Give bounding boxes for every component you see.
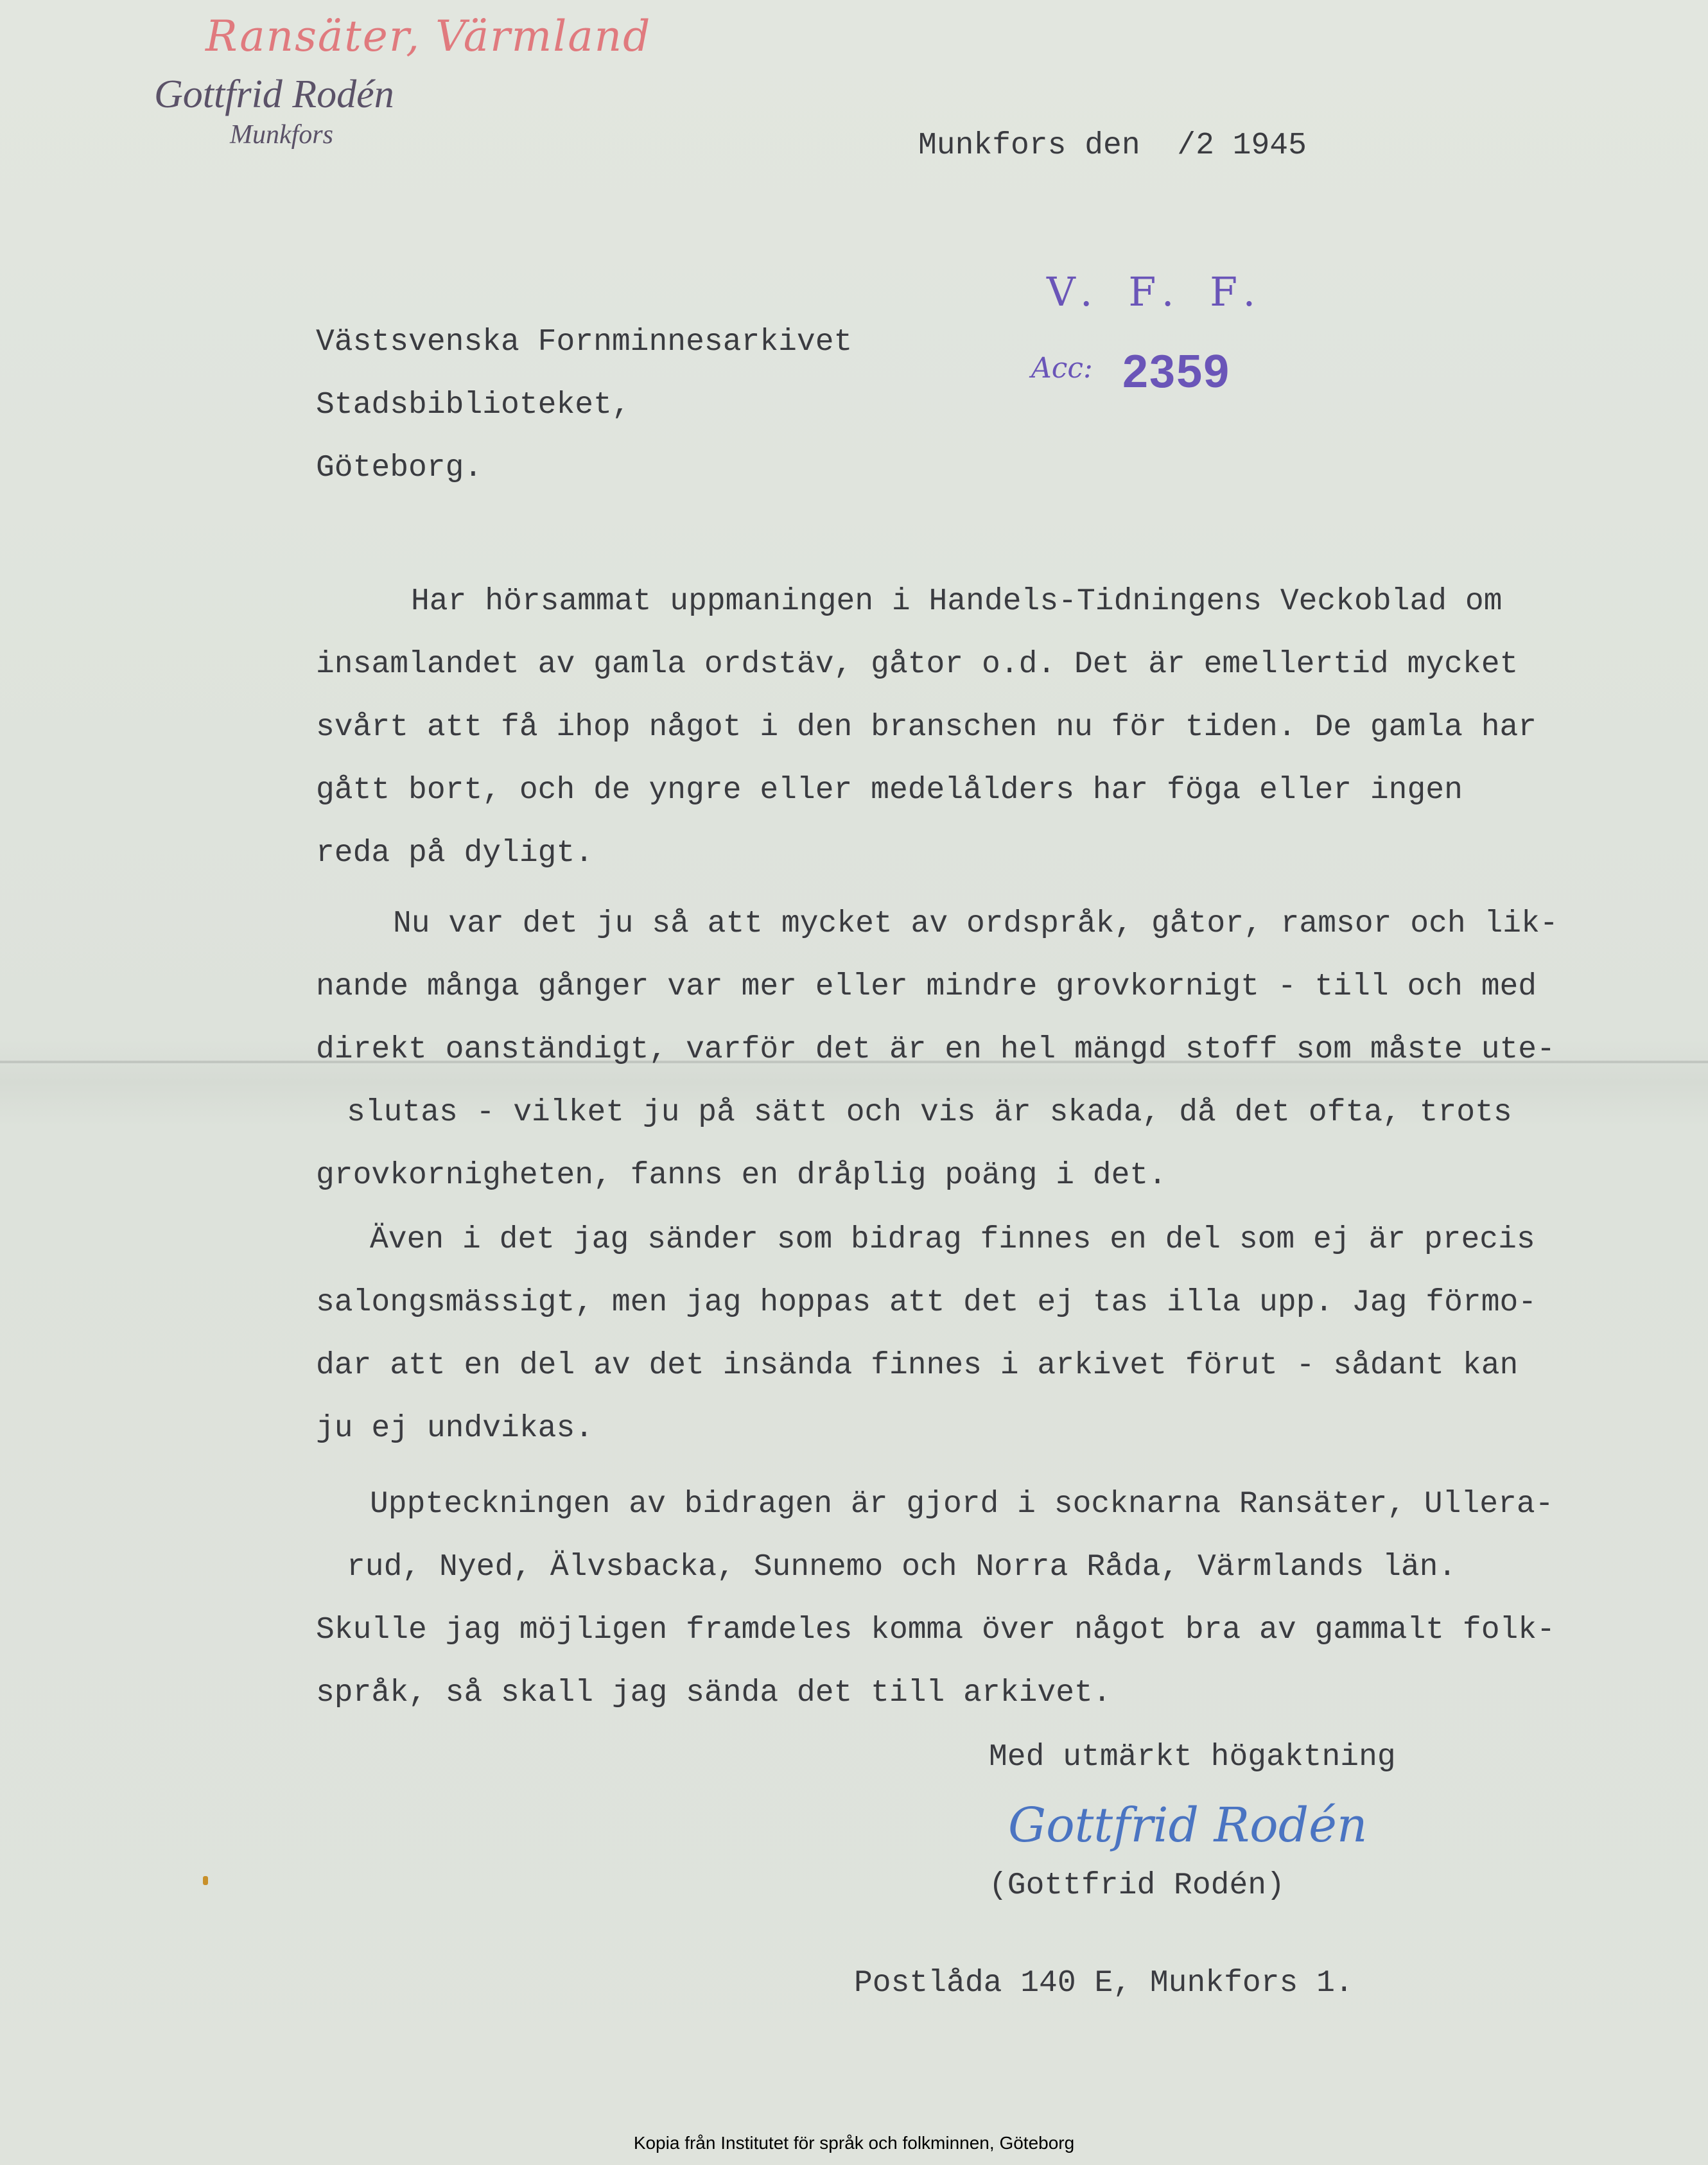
recipient-line: Göteborg. — [316, 451, 483, 485]
dateline: Munkfors den /2 1945 — [918, 128, 1307, 163]
body-line: Skulle jag möjligen framdeles komma över något bra av gammalt folk- — [316, 1613, 1555, 1648]
body-line: Har hörsammat uppmaningen i Handels-Tidningens Veckoblad om — [411, 584, 1503, 619]
archive-footer: Kopia från Institutet för språk och folkminnen, Göteborg — [633, 2133, 1075, 2153]
recipient-line: Stadsbiblioteket, — [316, 388, 631, 422]
body-line: språk, så skall jag sända det till arkivet. — [316, 1676, 1111, 1710]
body-line: rud, Nyed, Älvsbacka, Sunnemo och Norra Råda, Värmlands län. — [347, 1550, 1457, 1585]
closing: Med utmärkt högaktning — [989, 1740, 1396, 1775]
body-line: nande många gånger var mer eller mindre grovkornigt - till och med — [316, 969, 1537, 1004]
recipient-line: Västsvenska Fornminnesarkivet — [316, 325, 853, 360]
signature: Gottfrid Rodén — [1008, 1798, 1368, 1853]
body-line: direkt oanständigt, varför det är en hel mängd stoff som måste ute- — [316, 1032, 1555, 1067]
body-line: grovkornigheten, fanns en dråplig poäng i det. — [316, 1158, 1167, 1193]
letterhead-name: Gottfrid Rodén — [154, 73, 394, 116]
body-line: Uppteckningen av bidragen är gjord i socknarna Ransäter, Ullera- — [370, 1487, 1554, 1522]
body-line: Även i det jag sänder som bidrag finnes en del som ej är precis — [370, 1222, 1535, 1257]
body-line: salongsmässigt, men jag hoppas att det ej tas illa upp. Jag förmo- — [316, 1285, 1537, 1320]
body-line: ju ej undvikas. — [316, 1411, 594, 1446]
accession-number: 2359 — [1122, 346, 1231, 397]
body-line: Nu var det ju så att mycket av ordspråk, gåtor, ramsor och lik- — [393, 907, 1558, 941]
body-line: gått bort, och de yngre eller medelålders har föga eller ingen — [316, 773, 1463, 808]
body-line: slutas - vilket ju på sätt och vis är skada, då det ofta, trots — [347, 1095, 1512, 1130]
archive-stamp: V. F. F. — [1047, 268, 1268, 315]
handwritten-note: Ransäter, Värmland — [205, 12, 652, 61]
ink-spot — [203, 1876, 208, 1885]
body-line: insamlandet av gamla ordstäv, gåtor o.d. Det är emellertid mycket — [316, 647, 1519, 682]
letterhead-place: Munkfors — [230, 120, 333, 150]
accession-label: Acc: — [1031, 352, 1093, 385]
body-line: reda på dyligt. — [316, 836, 594, 871]
typed-name: (Gottfrid Rodén) — [989, 1868, 1285, 1903]
postal-address: Postlåda 140 E, Munkfors 1. — [854, 1966, 1354, 2001]
body-line: dar att en del av det insända finnes i arkivet förut - sådant kan — [316, 1348, 1519, 1383]
body-line: svårt att få ihop något i den branschen nu för tiden. De gamla har — [316, 710, 1537, 745]
